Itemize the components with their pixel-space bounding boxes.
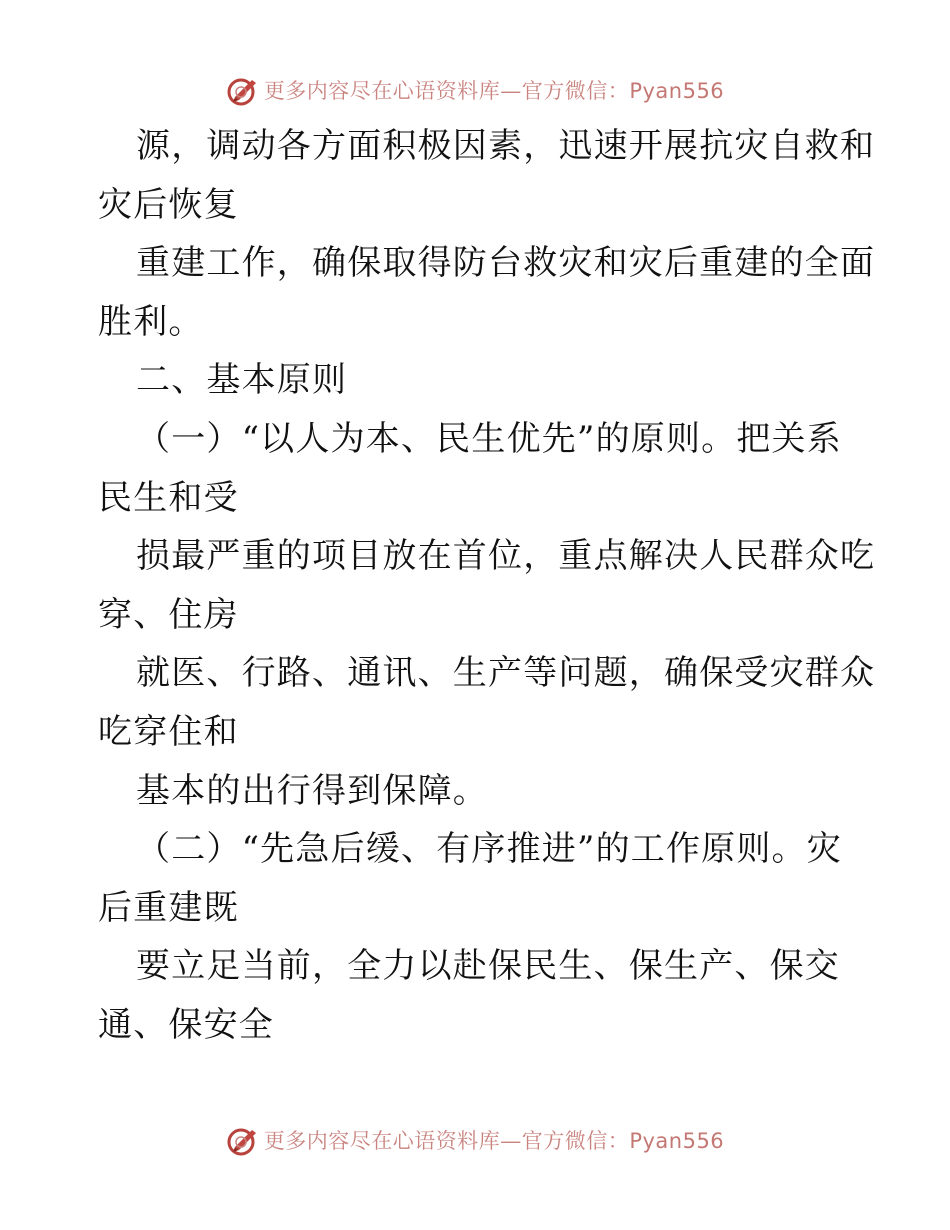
text-line: 穿、住房: [98, 594, 239, 635]
text-line: 要立足当前，全力以赴保民生、保生产、保交: [136, 946, 840, 987]
text-line: 就医、行路、通讯、生产等问题，确保受灾群众: [136, 653, 876, 694]
text-line: 重建工作，确保取得防台救灾和灾后重建的全面: [136, 243, 876, 284]
text-line: （二）“先急后缓、有序推进”的工作原则。灾: [136, 829, 842, 870]
text-line: 胜利。: [98, 301, 204, 342]
watermark-footer: [0, 1120, 950, 1160]
text-line: 后重建既: [98, 887, 239, 928]
text-line: 灾后恢复: [98, 184, 239, 225]
pen-logo-icon: [226, 1123, 260, 1157]
text-line: 源，调动各方面积极因素，迅速开展抗灾自救和: [136, 126, 876, 166]
text-line: 损最严重的项目放在首位，重点解决人民群众吃: [136, 536, 876, 577]
text-line: （一）“以人为本、民生优先”的原则。把关系: [136, 418, 842, 459]
watermark-text-latin: Pyan556: [629, 1129, 725, 1153]
text-line: 吃穿住和: [98, 711, 239, 752]
pen-logo-icon: [226, 73, 260, 107]
text-line: 基本的出行得到保障。: [136, 770, 488, 811]
watermark-text: [264, 1125, 724, 1155]
section-heading: 二、基本原则: [136, 360, 348, 401]
watermark-text-latin: Pyan556: [629, 79, 725, 103]
document-body: [98, 117, 876, 1055]
watermark-text-cn: 更多内容尽在心语资料库—官方微信：: [263, 1129, 630, 1153]
watermark-text: [264, 75, 724, 105]
watermark-text-cn: 更多内容尽在心语资料库—官方微信：: [263, 79, 630, 103]
text-line: 通、保安全: [98, 1004, 274, 1045]
text-line: 民生和受: [98, 477, 239, 518]
watermark-header: [0, 70, 950, 110]
